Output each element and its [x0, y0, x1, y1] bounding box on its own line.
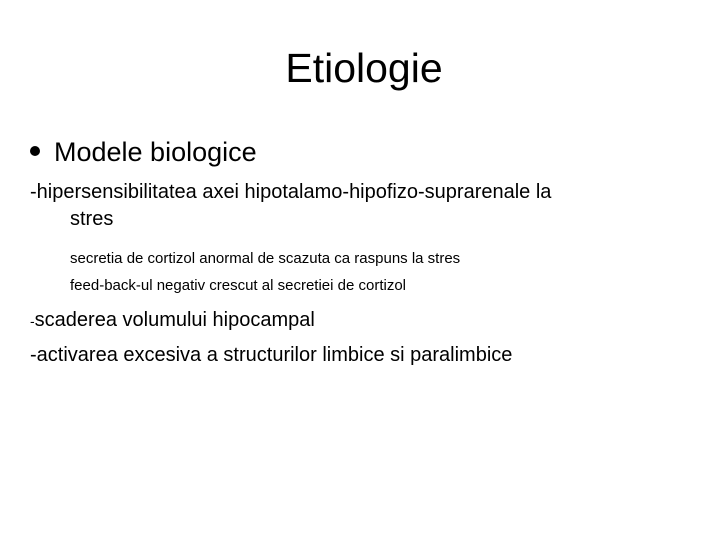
- text-line-hypersensitivity: -hipersensibilitatea axei hipotalamo-hipofizo-suprarenale la: [30, 181, 552, 203]
- sub-line-negative-feedback: feed-back-ul negativ crescut al secretiei de cortizol: [70, 277, 406, 294]
- text-line-hippocampal: [30, 308, 315, 333]
- text-line-limbic: -activarea excesiva a structurilor limbice si paralimbice: [30, 344, 513, 366]
- bullet-text: Modele biologice: [54, 137, 257, 167]
- dash-glyph: -: [30, 313, 35, 329]
- sub-line-cortisol-secretion: secretia de cortizol anormal de scazuta ca raspuns la stres: [70, 250, 461, 267]
- bullet-dot-icon: [30, 146, 40, 156]
- text-line-hypersensitivity-cont: stres: [70, 208, 114, 230]
- hippocampal-text: scaderea volumului hipocampal: [34, 309, 315, 331]
- bullet-item: [30, 135, 257, 169]
- slide-title: Etiologie: [285, 45, 443, 91]
